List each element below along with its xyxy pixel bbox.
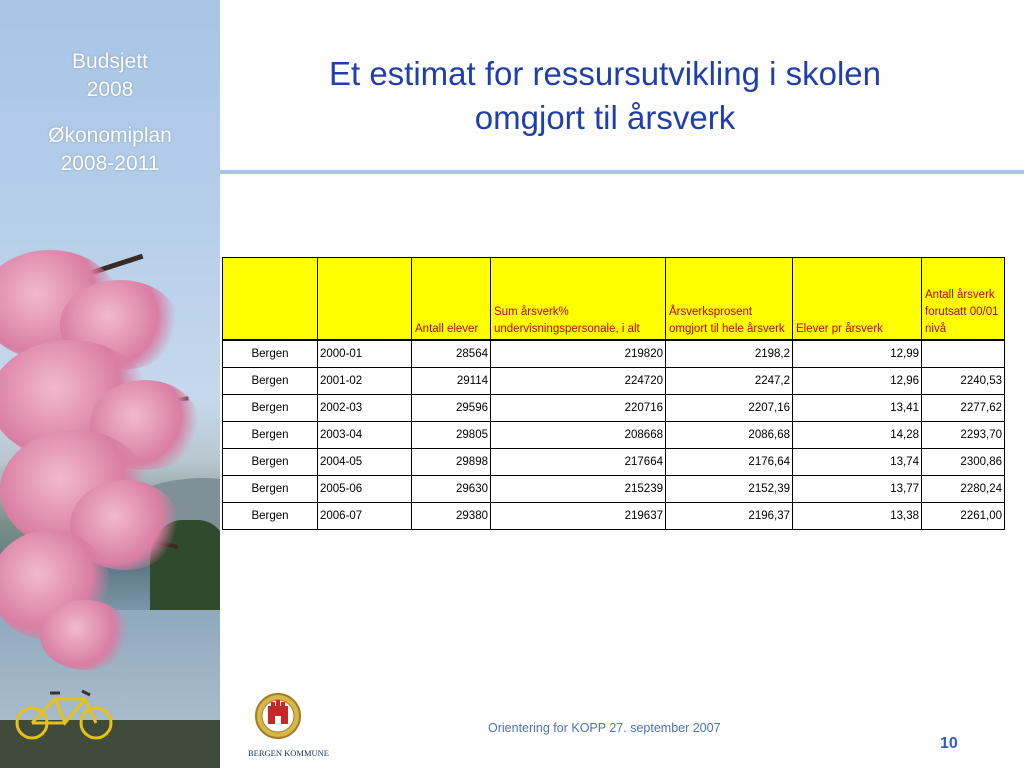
cell-antall-elever: 29805 <box>412 422 491 449</box>
cell-kommune: Bergen <box>223 395 318 422</box>
page-number: 10 <box>940 735 958 752</box>
title-line-1: Et estimat for ressursutvikling i skolen <box>328 55 882 92</box>
table-row <box>223 395 1005 422</box>
table-header-row <box>223 258 1005 341</box>
budget-year: 2008 <box>86 78 134 101</box>
cell-arsverksprosent: 2198,2 <box>666 340 793 368</box>
table-row <box>223 340 1005 368</box>
cell-sum-arsverk: 217664 <box>491 449 666 476</box>
cell-sum-arsverk: 219637 <box>491 503 666 530</box>
cell-period: 2001-02 <box>318 368 412 395</box>
table-row <box>223 422 1005 449</box>
header-arsverksprosent: Årsverksprosent omgjort til hele årsverk <box>666 258 793 341</box>
economy-plan-years: 2008-2011 <box>60 152 160 175</box>
cell-sum-arsverk: 220716 <box>491 395 666 422</box>
cell-kommune: Bergen <box>223 368 318 395</box>
title-divider <box>220 170 1024 174</box>
header-sum-arsverk: Sum årsverk% undervisningspersonale, i alt <box>491 258 666 341</box>
cell-arsverksprosent: 2247,2 <box>666 368 793 395</box>
cell-period: 2002-03 <box>318 395 412 422</box>
cell-period: 2005-06 <box>318 476 412 503</box>
cell-antall-elever: 29630 <box>412 476 491 503</box>
header-antall-elever: Antall elever <box>412 258 491 341</box>
header-elever-pr-arsverk: Elever pr årsverk <box>793 258 922 341</box>
cell-arsverksprosent: 2152,39 <box>666 476 793 503</box>
cell-arsverksprosent: 2086,68 <box>666 422 793 449</box>
table-row <box>223 476 1005 503</box>
cell-antall-elever: 29114 <box>412 368 491 395</box>
sidebar-caption <box>0 48 220 178</box>
cell-elever-pr-arsverk: 14,28 <box>793 422 922 449</box>
cell-arsverksprosent: 2196,37 <box>666 503 793 530</box>
table-row <box>223 449 1005 476</box>
header-antall-arsverk: Antall årsverk forutsatt 00/01 nivå <box>922 258 1005 341</box>
cell-antall-arsverk: 2280,24 <box>922 476 1005 503</box>
cell-period: 2003-04 <box>318 422 412 449</box>
cell-elever-pr-arsverk: 12,99 <box>793 340 922 368</box>
bergen-kommune-logo <box>246 690 336 762</box>
logo-wordmark: BERGEN KOMMUNE <box>248 748 329 758</box>
cell-period: 2000-01 <box>318 340 412 368</box>
budget-label: Budsjett <box>72 50 148 73</box>
cell-antall-elever: 29380 <box>412 503 491 530</box>
economy-plan-label: Økonomiplan <box>48 124 172 147</box>
cell-antall-elever: 29596 <box>412 395 491 422</box>
bicycle-icon <box>10 685 120 740</box>
cell-sum-arsverk: 219820 <box>491 340 666 368</box>
cell-elever-pr-arsverk: 12,96 <box>793 368 922 395</box>
footer-caption: Orientering for KOPP 27. september 2007 <box>488 721 721 735</box>
cell-kommune: Bergen <box>223 422 318 449</box>
cell-kommune: Bergen <box>223 340 318 368</box>
cell-sum-arsverk: 208668 <box>491 422 666 449</box>
cell-antall-arsverk: 2240,53 <box>922 368 1005 395</box>
cell-kommune: Bergen <box>223 476 318 503</box>
cell-antall-arsverk <box>922 340 1005 368</box>
table-row <box>223 503 1005 530</box>
header-kommune <box>223 258 318 341</box>
cell-elever-pr-arsverk: 13,74 <box>793 449 922 476</box>
cell-period: 2006-07 <box>318 503 412 530</box>
cell-sum-arsverk: 215239 <box>491 476 666 503</box>
table-row <box>223 368 1005 395</box>
cell-elever-pr-arsverk: 13,77 <box>793 476 922 503</box>
cell-kommune: Bergen <box>223 503 318 530</box>
cell-period: 2004-05 <box>318 449 412 476</box>
cell-antall-arsverk: 2261,00 <box>922 503 1005 530</box>
cell-kommune: Bergen <box>223 449 318 476</box>
cell-antall-arsverk: 2293,70 <box>922 422 1005 449</box>
title-line-2: omgjort til årsverk <box>474 99 736 136</box>
cell-elever-pr-arsverk: 13,41 <box>793 395 922 422</box>
cell-sum-arsverk: 224720 <box>491 368 666 395</box>
blossom-cluster <box>40 600 130 670</box>
cell-elever-pr-arsverk: 13,38 <box>793 503 922 530</box>
cell-antall-elever: 28564 <box>412 340 491 368</box>
cell-antall-elever: 29898 <box>412 449 491 476</box>
header-period <box>318 258 412 341</box>
cell-antall-arsverk: 2300,86 <box>922 449 1005 476</box>
cell-antall-arsverk: 2277,62 <box>922 395 1005 422</box>
cell-arsverksprosent: 2176,64 <box>666 449 793 476</box>
page-title <box>240 52 970 140</box>
staffing-table <box>222 257 1005 530</box>
cell-arsverksprosent: 2207,16 <box>666 395 793 422</box>
